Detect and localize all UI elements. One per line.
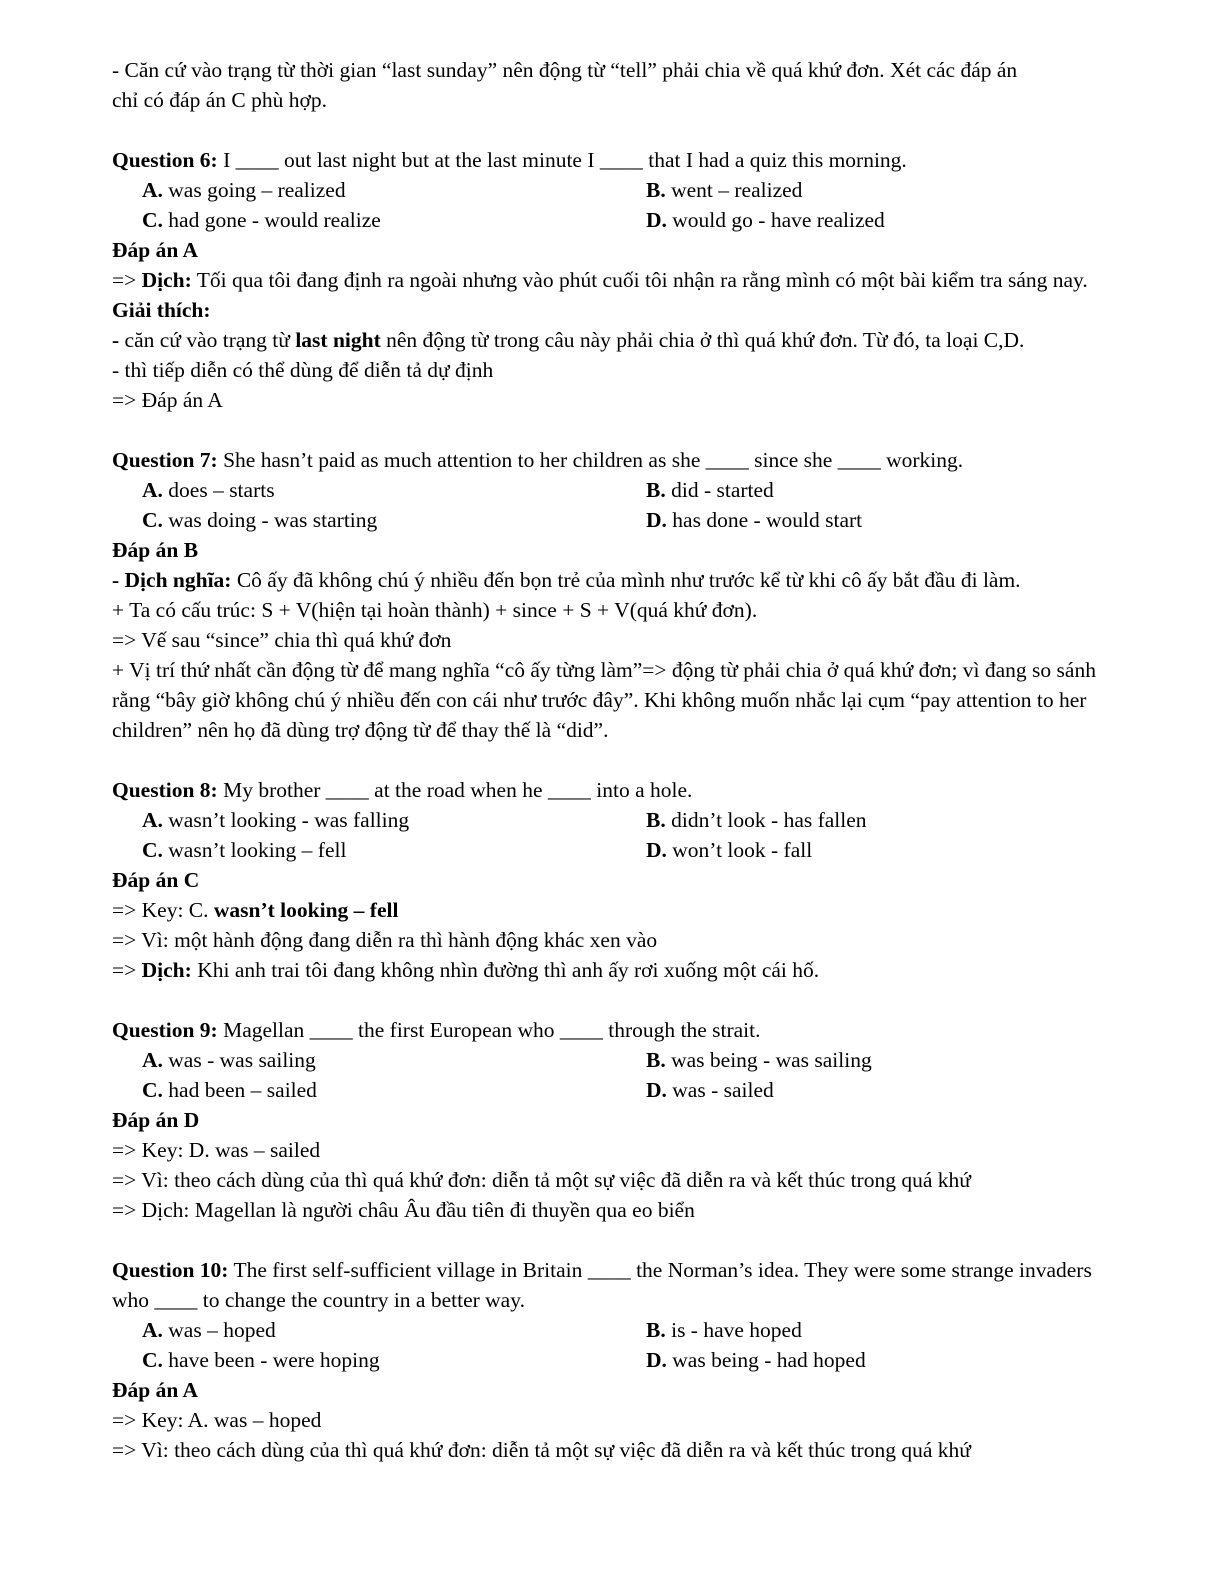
question-7-options-row-2 <box>112 505 1132 535</box>
question-8-option-a <box>142 805 646 835</box>
option-text: did - started <box>665 478 774 502</box>
option-text: have been - were hoping <box>162 1348 380 1372</box>
option-letter: D. <box>646 838 667 862</box>
document-page <box>112 55 1132 1465</box>
question-7-option-c <box>142 505 646 535</box>
question-7-option-a <box>142 475 646 505</box>
option-letter: D. <box>646 1078 667 1102</box>
question-7-options-row-1 <box>112 475 1132 505</box>
question-10-options-row-2 <box>112 1345 1132 1375</box>
option-text: was - sailed <box>666 1078 774 1102</box>
answer-text: Đáp án C <box>112 868 200 892</box>
question-8-text: My brother ____ at the road when he ____ into a hole. <box>217 778 693 802</box>
question-10-label: Question 10: <box>112 1258 229 1282</box>
question-9-option-c <box>142 1075 646 1105</box>
question-10-answer <box>112 1375 1132 1405</box>
question-7-option-b <box>646 475 1132 505</box>
answer-text: Đáp án D <box>112 1108 200 1132</box>
option-text: was - was sailing <box>162 1048 316 1072</box>
question-6-explain-3: => Đáp án A <box>112 388 223 412</box>
question-7-text: She hasn’t paid as much attention to her children as she ____ since she ____ working. <box>217 448 964 472</box>
answer-text: Đáp án A <box>112 1378 199 1402</box>
option-letter: D. <box>646 1348 667 1372</box>
option-text: was – hoped <box>162 1318 276 1342</box>
question-9-option-b <box>646 1045 1132 1075</box>
option-text: had been – sailed <box>162 1078 317 1102</box>
question-7-option-d <box>646 505 1132 535</box>
option-text: was doing - was starting <box>162 508 378 532</box>
option-text: wasn’t looking - was falling <box>162 808 410 832</box>
question-9-option-d <box>646 1075 1132 1105</box>
translation-text: Khi anh trai tôi đang không nhìn đường thì anh ấy rơi xuống một cái hố. <box>191 958 820 982</box>
question-6-option-c <box>142 205 646 235</box>
translation-label: Dịch: <box>141 958 192 982</box>
question-10-option-a <box>142 1315 646 1345</box>
question-6-translation <box>112 265 1132 295</box>
question-6-options-row-2 <box>112 205 1132 235</box>
spacer <box>112 985 1132 1015</box>
question-6-text: I ____ out last night but at the last minute I ____ that I had a quiz this morning. <box>217 148 907 172</box>
question-7-explain-1: + Ta có cấu trúc: S + V(hiện tại hoàn thành) + since + S + V(quá khứ đơn). <box>112 598 758 622</box>
arrow-prefix: => <box>112 268 142 292</box>
explain-text: căn cứ vào trạng từ <box>119 328 296 352</box>
explain-text: nên động từ trong câu này phải chia ở thì quá khứ đơn. Từ đó, ta loại C,D. <box>380 328 1025 352</box>
spacer <box>112 415 1132 445</box>
option-text: would go - have realized <box>666 208 885 232</box>
question-10-reason: => Vì: theo cách dùng của thì quá khứ đơn: diễn tả một sự việc đã diễn ra và kết thúc trong quá khứ <box>112 1438 971 1462</box>
option-letter: C. <box>142 1078 163 1102</box>
option-text: was going – realized <box>162 178 346 202</box>
question-6-explain-1 <box>112 325 1132 355</box>
explain-label: Giải thích: <box>112 298 211 322</box>
option-letter: A. <box>142 178 163 202</box>
option-text: does – starts <box>162 478 275 502</box>
question-6-option-d <box>646 205 1132 235</box>
question-8-options-row-2 <box>112 835 1132 865</box>
question-7-label: Question 7: <box>112 448 218 472</box>
option-text: was being - had hoped <box>666 1348 866 1372</box>
question-8-answer <box>112 865 1132 895</box>
translation-label: - Dịch nghĩa: <box>112 568 232 592</box>
question-8-option-c <box>142 835 646 865</box>
question-8-option-d <box>646 835 1132 865</box>
spacer <box>112 1225 1132 1255</box>
option-text: had gone - would realize <box>162 208 381 232</box>
option-letter: B. <box>646 478 666 502</box>
question-6-option-a <box>142 175 646 205</box>
option-letter: A. <box>142 808 163 832</box>
answer-text: Đáp án B <box>112 538 199 562</box>
question-6-option-b <box>646 175 1132 205</box>
answer-text: Đáp án A <box>112 238 199 262</box>
option-text: is - have hoped <box>665 1318 802 1342</box>
option-text: wasn’t looking – fell <box>162 838 347 862</box>
question-10-text: The first self-sufficient village in Britain ____ the Norman’s idea. They were some strange invaders who ____ to change the country in a better way. <box>112 1258 1092 1312</box>
question-6-explain-heading <box>112 295 1132 325</box>
option-letter: D. <box>646 208 667 232</box>
question-6-options-row-1 <box>112 175 1132 205</box>
question-8-option-b <box>646 805 1132 835</box>
option-text: didn’t look - has fallen <box>665 808 867 832</box>
question-6-label: Question 6: <box>112 148 218 172</box>
option-letter: D. <box>646 508 667 532</box>
translation-text: Tối qua tôi đang định ra ngoài nhưng vào phút cuối tôi nhận ra rằng mình có một bài kiểm tra sáng nay. <box>191 268 1088 292</box>
key-text: wasn’t looking – fell <box>213 898 399 922</box>
question-10-option-d <box>646 1345 1132 1375</box>
question-9-option-a <box>142 1045 646 1075</box>
arrow-prefix: => <box>112 958 142 982</box>
question-8-label: Question 8: <box>112 778 218 802</box>
question-10-stem <box>112 1255 1132 1315</box>
option-letter: C. <box>142 838 163 862</box>
question-9-key: => Key: D. was – sailed <box>112 1138 321 1162</box>
intro-line-1: - Căn cứ vào trạng từ thời gian “last sunday” nên động từ “tell” phải chia về quá khứ đơn. Xét các đáp án <box>112 58 1018 82</box>
option-letter: C. <box>142 1348 163 1372</box>
option-text: was being - was sailing <box>665 1048 872 1072</box>
question-6-explain-2: - thì tiếp diễn có thể dùng để diễn tả dự định <box>112 358 494 382</box>
option-letter: C. <box>142 208 163 232</box>
question-9-options-row-2 <box>112 1075 1132 1105</box>
question-8-reason: => Vì: một hành động đang diễn ra thì hành động khác xen vào <box>112 928 658 952</box>
question-7-answer <box>112 535 1132 565</box>
question-10-option-b <box>646 1315 1132 1345</box>
option-letter: B. <box>646 1048 666 1072</box>
question-7-translation <box>112 565 1132 595</box>
option-text: won’t look - fall <box>666 838 813 862</box>
option-letter: A. <box>142 478 163 502</box>
question-9-translation: => Dịch: Magellan là người châu Âu đầu tiên đi thuyền qua eo biển <box>112 1198 695 1222</box>
question-9-text: Magellan ____ the first European who ____ through the strait. <box>217 1018 761 1042</box>
key-prefix: => Key: C. <box>112 898 214 922</box>
spacer <box>112 745 1132 775</box>
dash: - <box>112 328 120 352</box>
question-7-explain-2: => Vế sau “since” chia thì quá khứ đơn <box>112 628 452 652</box>
question-9-reason: => Vì: theo cách dùng của thì quá khứ đơn: diễn tả một sự việc đã diễn ra và kết thúc trong quá khứ <box>112 1168 971 1192</box>
question-8-translation <box>112 955 1132 985</box>
question-9-label: Question 9: <box>112 1018 218 1042</box>
question-9-options-row-1 <box>112 1045 1132 1075</box>
intro-line-2: chỉ có đáp án C phù hợp. <box>112 88 327 112</box>
option-letter: A. <box>142 1048 163 1072</box>
option-letter: B. <box>646 1318 666 1342</box>
spacer <box>112 115 1132 145</box>
question-10-key: => Key: A. was – hoped <box>112 1408 322 1432</box>
option-text: went – realized <box>665 178 803 202</box>
explain-keyword: last night <box>295 328 381 352</box>
option-letter: B. <box>646 178 666 202</box>
question-8-key <box>112 895 1132 925</box>
question-10-option-c <box>142 1345 646 1375</box>
question-6-stem <box>112 145 1132 175</box>
option-text: has done - would start <box>666 508 863 532</box>
question-9-stem <box>112 1015 1132 1045</box>
option-letter: C. <box>142 508 163 532</box>
question-8-options-row-1 <box>112 805 1132 835</box>
question-7-explain-3: + Vị trí thứ nhất cần động từ để mang nghĩa “cô ấy từng làm”=> động từ phải chia ở quá khứ đơn; vì đang so sánh rằng “bây giờ không chú ý nhiều đến con cái như trước đây”. Khi không muốn nhắc lại cụm “pay attention to her children” nên họ đã dùng trợ động từ để thay thế là “did”. <box>112 658 1096 742</box>
option-letter: A. <box>142 1318 163 1342</box>
question-7-stem <box>112 445 1132 475</box>
option-letter: B. <box>646 808 666 832</box>
translation-text: Cô ấy đã không chú ý nhiều đến bọn trẻ của mình như trước kể từ khi cô ấy bắt đầu đi làm. <box>231 568 1021 592</box>
question-6-answer <box>112 235 1132 265</box>
question-10-options-row-1 <box>112 1315 1132 1345</box>
question-8-stem <box>112 775 1132 805</box>
question-9-answer <box>112 1105 1132 1135</box>
translation-label: Dịch: <box>141 268 192 292</box>
